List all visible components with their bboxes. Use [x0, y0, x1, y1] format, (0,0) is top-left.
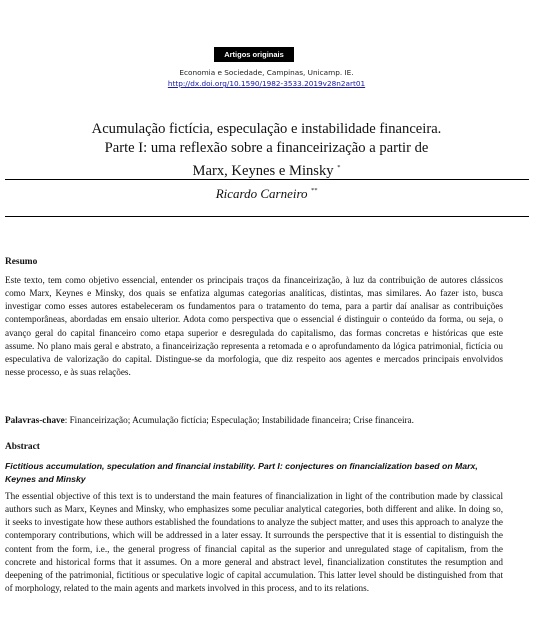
title-footnote-mark: *: [337, 164, 341, 171]
abstract-text: The essential objective of this text is to understand the main features of financialization in light of the contribution made by classical authors such as Marx, Keynes and Minsky, who emphasizes some peculiar analytical categories, both different and alike. In doing so, it seeks to investigate how these authors established the foundations to analyze the subject matter, and uses this approach to analyze the contemporary contributions, which will be addressed in a later essay. It surrounds the perspective that it is essential to distinguish the content from the form, i.e., the general progress of financial capital as the superior and unregulated stage of capitalism, from the concrete and historical forms that it assumes. On a more general and abstract level, financialization constitutes the resumption and deepening of the patrimonial, fictitious or speculative logic of capital accumulation. This latter level should be distinguished from that of morphology, related to the main agents and markets involved in this process, and to its relations.: [5, 491, 503, 594]
author-line: [0, 186, 533, 202]
title-line-1: Acumulação fictícia, especulação e instabilidade financeira.: [91, 121, 442, 137]
title-line-3-text: Marx, Keynes e Minsky: [192, 163, 334, 179]
resumo-text: Este texto, tem como objetivo essencial, entender os principais traços da financeirização, à luz da contribuição de autores clássicos como Marx, Keynes e Minsky, dos quais se enfatiza algumas categorias analíticas, distintas, mas similares. Ao fazer isto, busca investigar como esses autores estabeleceram os fundamentos para o tratamento do tema, para a partir daí analisar as contribuições contemporâneas, abordadas em ensaio ulterior. Adota como perspectiva que o essencial é distinguir o conteúdo da forma, ou seja, o avanço geral do capital financeiro como etapa superior e desregulada do capitalismo, das formas concretas e históricas que este assume. No plano mais geral e abstrato, a financeirização representa a retomada e o aprofundamento da lógica patrimonial, fictícia ou especulativa de valorização do capital. Distingue-se da morfologia, que diz respeito aos agentes e mercados principais envolvidos nesse processo, e às suas relações.: [5, 275, 503, 378]
journal-citation: Economia e Sociedade, Campinas, Unicamp. IE.: [179, 68, 354, 77]
title-line-3: [0, 158, 533, 181]
section-badge: Artigos originais: [214, 47, 294, 62]
title-line-2: Parte I: uma reflexão sobre a financeirização a partir de: [104, 140, 429, 156]
author-footnote-mark: **: [310, 187, 318, 194]
keywords-list: : Financeirização; Acumulação fictícia; Especulação; Instabilidade financeira; Crise financeira.: [64, 415, 414, 425]
title-divider-top: [5, 179, 529, 180]
author-name: Ricardo Carneiro: [215, 186, 308, 201]
title-divider-bottom: [5, 216, 529, 217]
resumo-heading: Resumo: [5, 257, 38, 267]
english-title: Fictitious accumulation, speculation and financial instability. Part I: conjectures on financialization based on Marx, Keynes and Minsky: [5, 461, 478, 484]
doi-link[interactable]: http://dx.doi.org/10.1590/1982-3533.2019v28n2art01: [167, 79, 366, 88]
abstract-heading: Abstract: [5, 442, 40, 452]
keywords-label: Palavras-chave: [5, 415, 65, 425]
keywords: [5, 414, 503, 427]
